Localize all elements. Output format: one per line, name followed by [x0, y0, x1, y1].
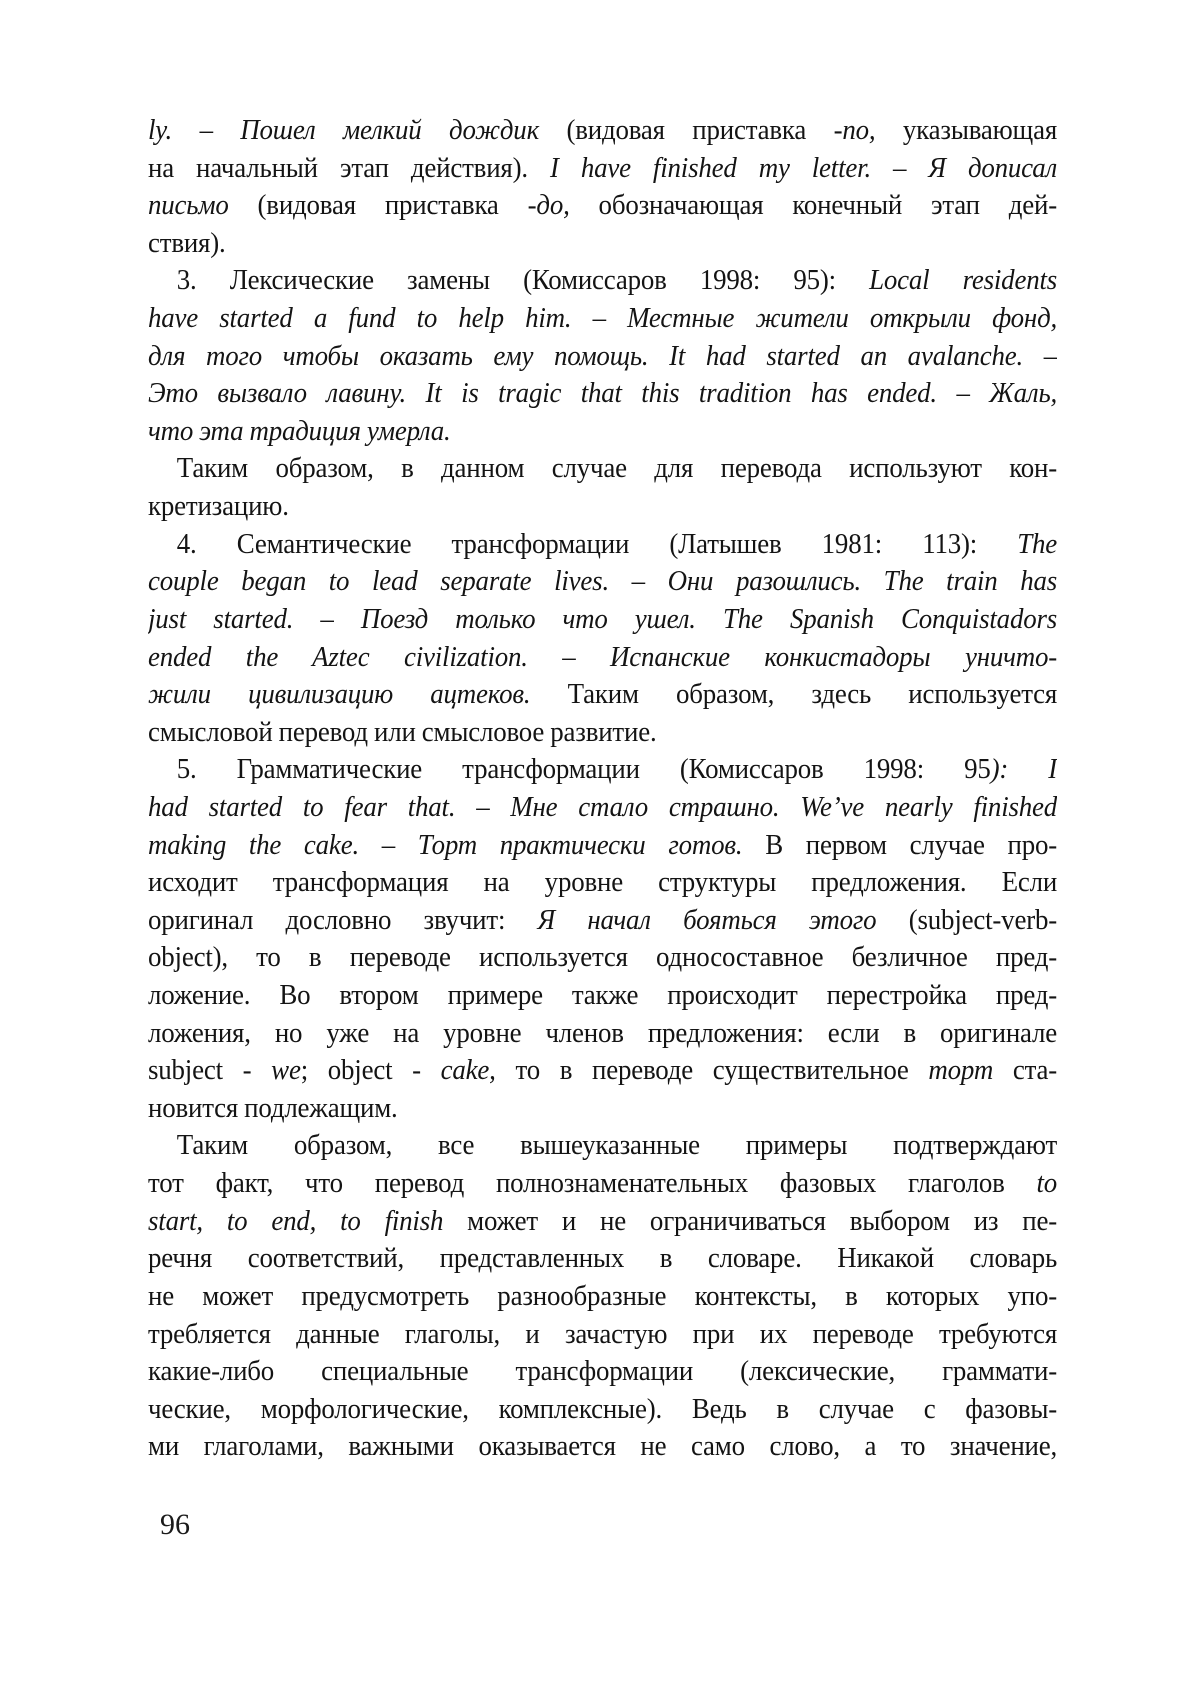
text-run: -по, [833, 114, 876, 146]
text-run: торт [928, 1054, 994, 1087]
text-line [148, 639, 1057, 677]
text-run: object), то в переводе используется односоставное безличное пред- [148, 941, 1058, 974]
text-line [148, 563, 1057, 601]
text-run: новится подлежащим. [148, 1091, 398, 1124]
text-run: может и не ограничиваться выбором из пе- [443, 1204, 1058, 1237]
text-run: making the cake. – Торт практически готов. [148, 828, 743, 861]
text-run: что эта традиция умерла. [148, 414, 451, 447]
text-run: to [1036, 1167, 1058, 1200]
text-run: (видовая приставка [257, 189, 528, 222]
text-run: (subject-verb- [876, 903, 1058, 936]
text-line [148, 225, 1057, 263]
text-line [148, 751, 1057, 789]
text-line [148, 1127, 1057, 1165]
text-line [148, 262, 1057, 300]
text-run: Это вызвало лавину. It is tragic that this tradition has ended. – Жаль, [148, 377, 1058, 410]
text-line [148, 714, 1057, 752]
text-run: смысловой перевод или смысловое развитие. [148, 715, 657, 748]
text-line [148, 864, 1057, 902]
text-line [148, 488, 1057, 526]
text-block [148, 112, 1057, 1466]
text-line [148, 1240, 1057, 1278]
text-line [148, 1353, 1057, 1391]
text-run: то в переводе существительное [495, 1054, 929, 1087]
text-run: тот факт, что перевод полнознаменательных фазовых глаголов [148, 1167, 1037, 1200]
text-run: start, to end, to finish [148, 1204, 444, 1237]
text-run: оригинал дословно звучит: [148, 903, 538, 936]
text-run: Таким образом, все вышеуказанные примеры подтверждают [176, 1129, 1058, 1162]
text-run: ; object - [300, 1054, 441, 1087]
text-run: just started. – Поезд только что ушел. The Spanish Conquistadors [148, 602, 1058, 635]
text-run: ): I [990, 753, 1058, 786]
text-line [148, 939, 1057, 977]
text-run: речня соответствий, представленных в словаре. Никакой словарь [148, 1242, 1058, 1275]
text-line [148, 1165, 1057, 1203]
text-line [148, 300, 1057, 338]
text-line [148, 676, 1057, 714]
text-line [148, 187, 1057, 225]
text-line [148, 338, 1057, 376]
text-line [148, 150, 1057, 188]
text-run: для того чтобы оказать ему помощь. It had started an avalanche. – [148, 339, 1058, 372]
text-line [148, 413, 1057, 451]
text-line [148, 1052, 1057, 1090]
text-run: (видовая приставка [566, 114, 834, 146]
text-run: ми глаголами, важными оказывается не само слово, а то значение, [148, 1430, 1058, 1463]
text-line [148, 1278, 1057, 1316]
text-line [148, 1316, 1057, 1354]
text-run: The [1017, 527, 1058, 560]
text-line [148, 977, 1057, 1015]
text-line [148, 601, 1057, 639]
text-run: ly. – Пошел мелкий дождик [148, 114, 567, 146]
text-run: исходит трансформация на уровне структуры предложения. Если [148, 866, 1058, 899]
text-line [148, 450, 1057, 488]
text-run: have started a fund to help him. – Местные жители открыли фонд, [148, 302, 1058, 335]
text-run: ложения, но уже на уровне членов предложения: если в оригинале [148, 1016, 1058, 1049]
text-run: ложение. Во втором примере также происходит перестройка пред- [148, 979, 1058, 1012]
text-run: subject - [148, 1054, 272, 1087]
text-run: 3. Лексические замены (Комиссаров 1998: 95): [176, 264, 870, 297]
text-run: couple began to lead separate lives. – Они разошлись. The train has [148, 565, 1058, 598]
text-run: жили цивилизацию ацтеков. [148, 678, 531, 711]
text-run: 4. Семантические трансформации (Латышев 1981: 113): [176, 527, 1018, 560]
text-line [148, 1015, 1057, 1053]
text-run: we [271, 1054, 301, 1087]
text-run: 5. Грамматические трансформации (Комиссаров 1998: 95 [176, 753, 991, 786]
text-run: указывающая [875, 114, 1058, 146]
text-run: -до, [527, 189, 570, 222]
text-run: кретизацию. [148, 490, 289, 523]
text-line [148, 112, 1057, 150]
text-line [148, 827, 1057, 865]
text-run: ствия). [148, 226, 226, 259]
text-run: письмо [148, 189, 258, 222]
text-run: Local residents [869, 264, 1058, 297]
text-run: на начальный этап действия). [148, 151, 550, 184]
text-line [148, 1428, 1057, 1466]
text-line [148, 1090, 1057, 1128]
text-run: обозначающая конечный этап дей- [569, 189, 1058, 222]
text-run: Я начал бояться этого [537, 903, 877, 936]
text-run: ческие, морфологические, комплексные). Ведь в случае с фазовы- [148, 1392, 1058, 1425]
text-run: ста- [993, 1054, 1058, 1087]
text-run: had started to fear that. – Мне стало страшно. We’ve nearly finished [148, 790, 1058, 823]
text-run: не может предусмотреть разнообразные контексты, в которых упо- [148, 1279, 1058, 1312]
text-run: ended the Aztec civilization. – Испанские конкистадоры уничто- [148, 640, 1058, 673]
text-run: В первом случае про- [742, 828, 1058, 861]
text-run: cake, [440, 1054, 496, 1087]
text-line [148, 902, 1057, 940]
text-line [148, 526, 1057, 564]
text-run: I have finished my letter. – Я дописал [549, 151, 1058, 184]
text-run: какие-либо специальные трансформации (лексические, граммати- [148, 1355, 1058, 1388]
text-line [148, 1203, 1057, 1241]
text-run: Таким образом, здесь используется [530, 678, 1058, 711]
text-line [148, 1391, 1057, 1429]
text-run: требляется данные глаголы, и зачастую при их переводе требуются [148, 1317, 1058, 1350]
text-line [148, 375, 1057, 413]
page-number: 96 [160, 1508, 190, 1541]
text-line [148, 789, 1057, 827]
text-run: Таким образом, в данном случае для перевода используют кон- [176, 452, 1058, 485]
